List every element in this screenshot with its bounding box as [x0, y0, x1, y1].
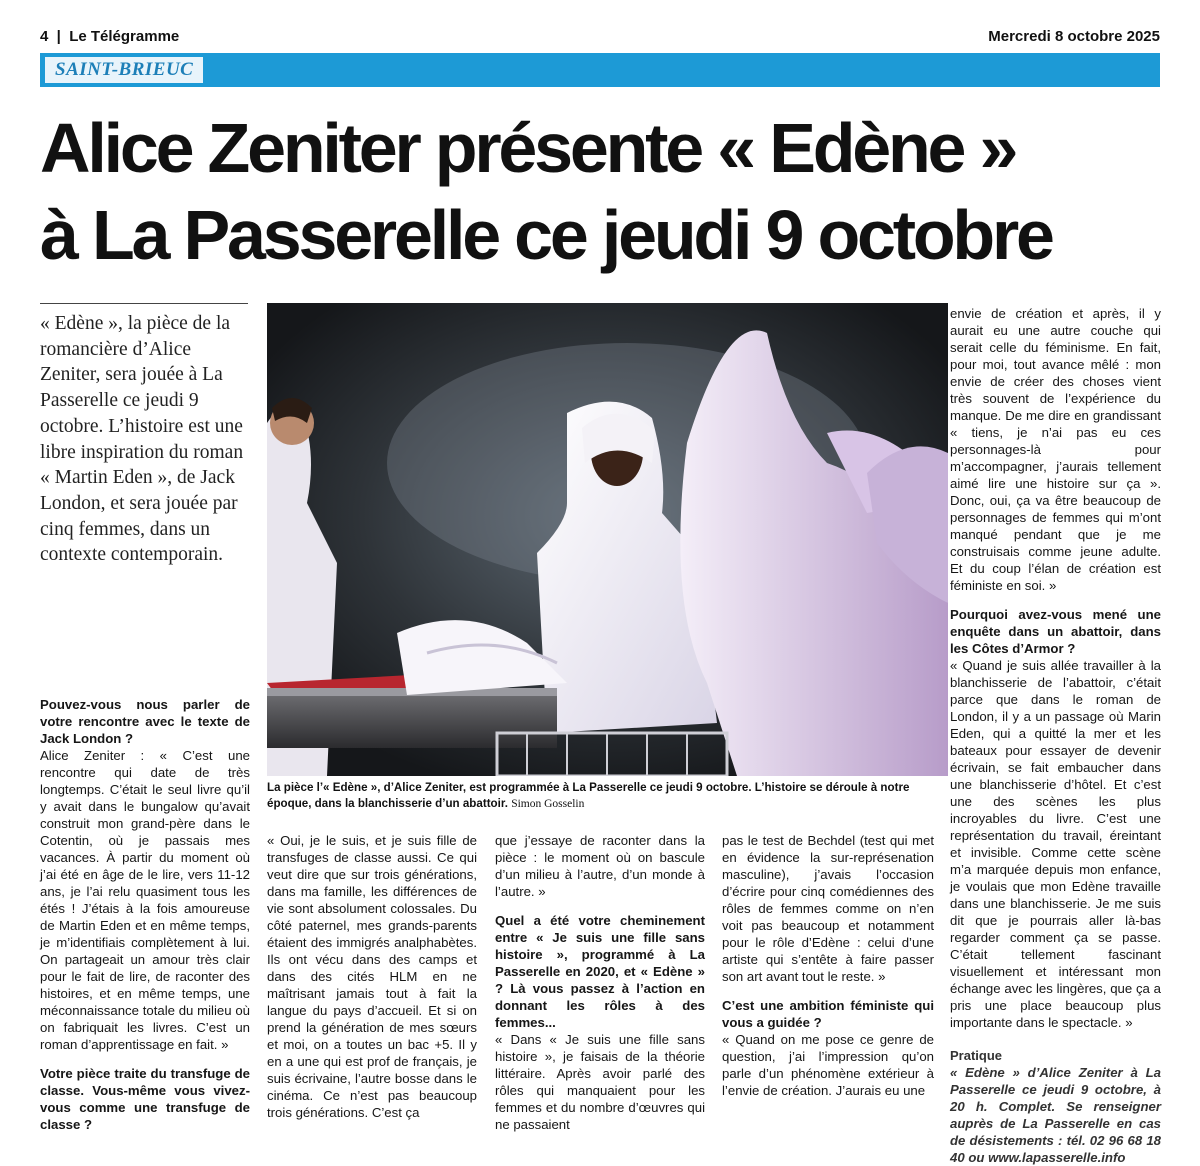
question-5: Pourquoi avez-vous mené une enquête dans un abattoir, dans les Côtes d’Armor ?	[950, 607, 1161, 656]
page-folio: 4 | Le Télégramme	[40, 28, 180, 45]
question-3: Quel a été votre cheminement entre « Je suis une fille sans histoire », programmé à La Passerelle en 2020, et « Edène » ? Là vous passez à l’action en donnant les rôles à des femmes...	[495, 913, 705, 1030]
headline	[40, 105, 1170, 279]
stage-photo	[267, 303, 948, 776]
headline-line-2: à La Passerelle ce jeudi 9 octobre	[40, 196, 1052, 274]
answer-2: « Oui, je le suis, et je suis fille de transfuges de classe aussi. Ce qui veut dire que sur trois générations, dans ma famille, les différences de vie sont absolument colossales. Du côté paternel, mes grands-parents étaient des immigrés analphabètes. Ils ont vécu dans des camps et dans des cités HLM en ne maîtrisant jamais tout à fait la langue du pays d’accueil. Et si on prend la génération de mes sœurs et moi, on a toutes un bac +5. Il y en a une qui est prof de français, je suis écrivaine, l’autre bosse dans le cinéma. Ce n’est pas beaucoup trois générations. C’est ça	[267, 833, 477, 1120]
question-4: C’est une ambition féministe qui vous a guidée ?	[722, 998, 934, 1030]
answer-4: « Quand on me pose ce genre de question, j’ai l’impression qu’on parle d’un phénomène extérieur à l’envie de création. J’aurais eu une	[722, 1032, 934, 1098]
question-1: Pouvez-vous nous parler de votre rencontre avec le texte de Jack London ?	[40, 697, 250, 746]
chapo: « Edène », la pièce de la romancière d’Alice Zeniter, sera jouée à La Passerelle ce jeudi 9 octobre. L’histoire est une libre inspiration du roman « Martin Eden », de Jack London, et sera jouée par cinq femmes, dans un contexte contemporain.	[40, 313, 244, 566]
answer-1: Alice Zeniter : « C’est une rencontre qui date de très longtemps. C’était le seul livre qu’il y avait dans le bungalow qu’avait construit mon grand-père dans le Cotentin, où je passais mes vacances. À partir du moment où j’ai été en âge de le lire, vers 11-12 ans, je l’ai relu quasiment tous les étés ! J’étais à la fois amoureuse de Martin Eden et en même temps, je m’identifiais complètement à lui. On partageait un amour très clair pour le fait de lire, de raconter des histoires, et en même temps, une méconnaissance totale du milieu où on fabriquait les livres. C’est un roman d’apprentissage en fait. »	[40, 748, 250, 1052]
stage-photo-illustration	[267, 303, 948, 776]
answer-3: « Dans « Je suis une fille sans histoire », je faisais de la théorie littéraire. Après avoir parlé des rôles qui manquaient pour les femmes et du nombre d’œuvres qui ne passaient	[495, 1032, 705, 1132]
answer-5: « Quand je suis allée travailler à la blanchisserie de l’abattoir, c’était parce que dans le roman de London, il y a un passage où Marin Eden, qui a quitté la mer et les bateaux pour essayer de devenir écrivain, se fait embaucher dans une blanchisserie d’hôtel. Et c’est une des scènes les plus incroyables du livre. C’est une représentation du travail, éreintant et invisible. Comme cette scène m’a marquée depuis mon enfance, je voulais que mon Edène travaille dans une blanchisserie. Je me suis dit que je pourrais aller là-bas regarder comment ça se passe. C’était tellement fascinant visuellement et intéressant mon échange avec les lingères, que ça a pris une place beaucoup plus importante dans le spectacle. »	[950, 658, 1161, 1030]
answer-2-end: que j’essaye de raconter dans la pièce : le moment où on bascule d’un milieu à l’autre, d’un monde à l’autre. »	[495, 833, 705, 899]
section-banner	[40, 53, 1160, 87]
column-5	[950, 305, 1161, 1166]
photo-caption	[267, 780, 948, 812]
practical-heading: Pratique	[950, 1048, 1003, 1063]
photo-credit: Simon Gosselin	[511, 797, 585, 810]
chapo-rule	[40, 303, 248, 304]
column-1	[40, 696, 250, 1133]
practical-info: « Edène » d’Alice Zeniter à La Passerelle ce jeudi 9 octobre, à 20 h. Complet. Se renseigner auprès de La Passerelle en cas de désistements : tél. 02 96 68 18 40 ou www.lapasserelle.info	[950, 1065, 1161, 1165]
question-2: Votre pièce traite du transfuge de classe. Vous-même vous vivez-vous comme une transfuge de classe ?	[40, 1066, 250, 1132]
section-label: SAINT-BRIEUC	[45, 57, 203, 83]
answer-4-end: envie de création et après, il y aurait eu une autre couche qui serait celle du féminisme. En fait, pour moi, tout avance mêlé : mon envie de créer des choses vient très souvent de l’expérience du manque. De me dire en grandissant « tiens, je n’ai pas eu ces personnages-là pour m’accompagner, j’aurais tellement aimé lire une histoire sur ça ». Donc, oui, ça va être beaucoup de personnages de femmes qui m’ont manqué pendant que je me construisais comme jeune adulte. Et du coup l’élan de création est féministe en soi. »	[950, 306, 1161, 593]
headline-line-1: Alice Zeniter présente « Edène »	[40, 109, 1016, 187]
answer-3-end: pas le test de Bechdel (test qui met en évidence la sur-représenation masculine), j’avais l’occasion d’écrire pour cinq comédiennes des rôles de femmes comme on n’en voit pas beaucoup et notamment pour le rôle d’Edène : celui d’une artiste qui s’entête à faire passer son art avant tout le reste. »	[722, 833, 934, 984]
column-2	[267, 832, 477, 1121]
column-3	[495, 832, 705, 1133]
column-4	[722, 832, 934, 1099]
issue-date: Mercredi 8 octobre 2025	[988, 28, 1160, 45]
photo-caption-text: La pièce l’« Edène », d’Alice Zeniter, est programmée à La Passerelle ce jeudi 9 octobre. L’histoire se déroule à notre époque, dans la blanchisserie d’un abattoir.	[267, 781, 910, 810]
